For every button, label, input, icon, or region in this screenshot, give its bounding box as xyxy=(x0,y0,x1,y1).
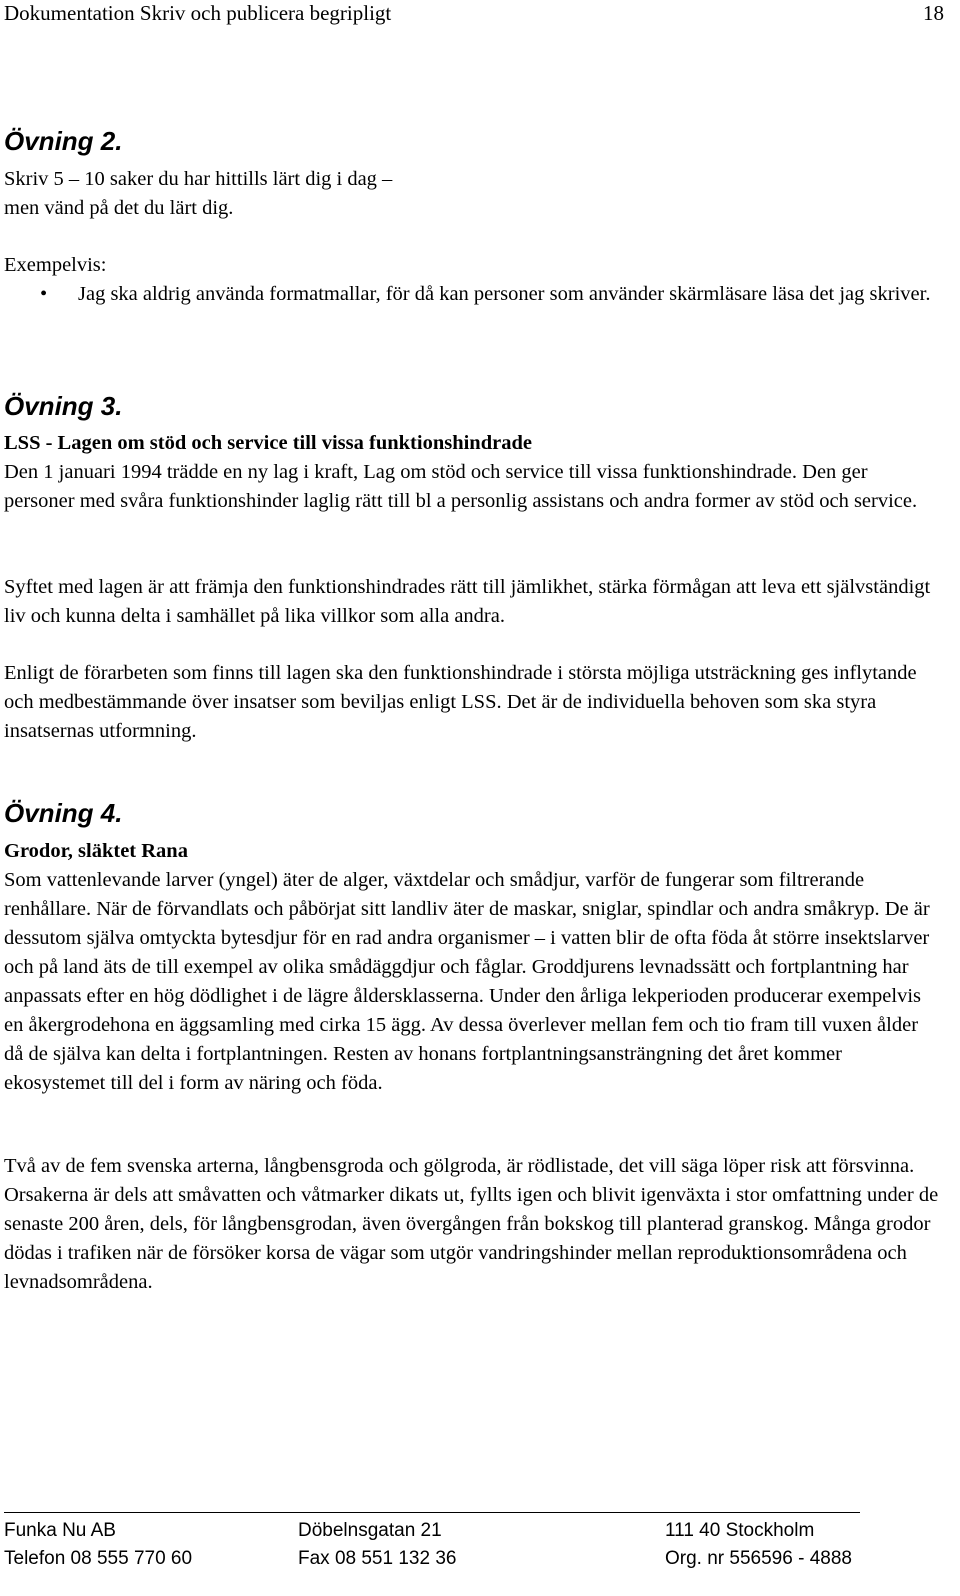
ovning2-line2: men vänd på det du lärt dig. xyxy=(4,197,234,219)
paragraph-lss-purpose: Syftet med lagen är att främja den funktionshindrades rätt till jämlikhet, stärka förmågan att leva ett självständigt liv och kunna delta i samhället på lika villkor som alla andra. xyxy=(4,576,931,627)
bullet-item: Jag ska aldrig använda formatmallar, för då kan personer som använder skärmläsare läsa det jag skriver. xyxy=(78,283,931,305)
example-label: Exempelvis: xyxy=(4,254,107,276)
footer-rule xyxy=(4,1512,860,1513)
subheading-lss: LSS - Lagen om stöd och service till vissa funktionshindrade xyxy=(4,432,532,454)
heading-ovning-3: Övning 3. xyxy=(4,391,123,421)
paragraph-lss-intro: Den 1 januari 1994 trädde en ny lag i kraft, Lag om stöd och service till vissa funktionshindrade. Den ger personer med svåra funktionshinder laglig rätt till bl a personlig assistans och andra former av stöd och service. xyxy=(4,461,918,512)
footer-phone: Telefon 08 555 770 60 xyxy=(4,1548,193,1569)
footer-company: Funka Nu AB xyxy=(4,1520,116,1541)
running-header-title: Dokumentation Skriv och publicera begripligt xyxy=(4,1,392,25)
subheading-grodor: Grodor, släktet Rana xyxy=(4,840,188,862)
footer-city: 111 40 Stockholm xyxy=(665,1520,815,1541)
page-number: 18 xyxy=(923,1,944,25)
heading-ovning-4: Övning 4. xyxy=(4,798,123,828)
paragraph-grodor-1: Som vattenlevande larver (yngel) äter de alger, växtdelar och smådjur, varför de fungerar som filtrerande renhållare. När de förvandlats och påbörjat sitt landliv äter de maskar, sniglar, spindlar och andra småkryp. De är dessutom själva omtyckta bytesdjur för en rad andra organismer – i vatten blir de ofta föda åt större insektslarver och på land äts de till exempel av olika smådäggdjur och fåglar. Groddjurens levnadssätt och fortplantning har anpassats efter en hög dödlighet i de lägre åldersklasserna. Under den årliga lekperioden producerar exempelvis en åkergrodehona en äggsamling med cirka 15 ägg. Av dessa överlever mellan fem och tio fram till vuxen ålder då de själva kan delta i fortplantningen. Resten av honans fortplantningsansträngning det året kommer ekosystemet till del i form av näring och föda. xyxy=(4,869,930,1094)
bullet-marker: • xyxy=(40,283,48,305)
heading-ovning-2: Övning 2. xyxy=(4,126,123,156)
paragraph-grodor-2: Två av de fem svenska arterna, långbensgroda och gölgroda, är rödlistade, det vill säga löper risk att försvinna. Orsakerna är dels att småvatten och våtmarker dikats ut, fyllts igen och blivit igenväxta i stor omfattning under de senaste 200 åren, dels, för långbensgrodan, även övergången från bokskog till planterad granskog. Många grodor dödas i trafiken när de försöker korsa de vägar som utgör vandringshinder mellan reproduktionsområdena och levnadsområdena. xyxy=(4,1155,939,1293)
footer-address: Döbelnsgatan 21 xyxy=(298,1520,442,1541)
footer-org-number: Org. nr 556596 - 4888 xyxy=(665,1548,852,1569)
paragraph-lss-preparatory: Enligt de förarbeten som finns till lagen ska den funktionshindrade i största möjliga utsträckning ges inflytande och medbestämmande över insatser som beviljas enligt LSS. Det är de individuella behoven som ska styra insatsernas utformning. xyxy=(4,662,917,742)
footer-fax: Fax 08 551 132 36 xyxy=(298,1548,457,1569)
ovning2-line1: Skriv 5 – 10 saker du har hittills lärt dig i dag – xyxy=(4,168,393,190)
